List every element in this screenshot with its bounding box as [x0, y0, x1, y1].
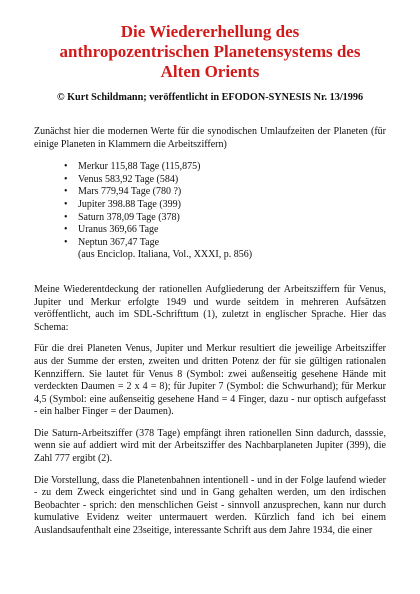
title-line-2: anthropozentrischen Planetensystems des — [59, 42, 361, 61]
planet-entry: Saturn 378,09 Tage (378) — [78, 211, 180, 223]
planet-entry: Neptun 367,47 Tage — [78, 236, 160, 248]
source-citation: (aus Enciclop. Italiana, Vol., XXXI, p. 856) — [78, 249, 253, 261]
author-byline: © Kurt Schildmann; veröffentlicht in EFODON-SYNESIS Nr. 13/1996 — [56, 92, 364, 103]
bullet-icon: • — [64, 198, 68, 210]
list-item — [64, 237, 386, 250]
body-paragraph: Für die drei Planeten Venus, Jupiter und Merkur resultiert die jeweilige Arbeitsziffer aus der Summe der ersten, zweiten und dritten Potenz der für sie gültigen rationalen Kennziffern. Sie lautet für Venus 8 (Symbol: zwei außenseitig gesehene Hände mit verdeckten Daumen = 2 x 4 = 8); für Jupiter 7 (Symbol: die Schwurhand); für Merkur 4,5 (Symbol: eine außenseitig gesehene Hand = 4 Finger, dazu - nur optisch aufgefasst - ein halber Finger = der Daumen). — [34, 343, 386, 418]
body-paragraph: Die Saturn-Arbeitsziffer (378 Tage) empfängt ihren rationellen Sinn dadurch, dasssie, wenn sie auf addiert wird mit der Arbeitsziffer des Nachbarplaneten Jupiter (399), die Zahl 777 ergibt (2). — [34, 427, 386, 465]
list-item — [64, 199, 386, 212]
intro-paragraph: Zunächst hier die modernen Werte für die synodischen Umlaufzeiten der Planeten (für einige Planeten in Klammern die Arbeitsziffern) — [34, 126, 386, 150]
title-line-3: Alten Orients — [160, 62, 260, 81]
planet-entry: Jupiter 398.88 Tage (399) — [78, 198, 181, 210]
list-item — [64, 186, 386, 199]
title-line-1: Die Wiedererhellung des — [120, 22, 300, 41]
bullet-icon: • — [64, 161, 68, 173]
bullet-icon: • — [64, 211, 68, 223]
bullet-icon: • — [64, 173, 68, 185]
list-item — [64, 212, 386, 225]
page-title — [34, 22, 386, 82]
body-paragraph: Die Vorstellung, dass die Planetenbahnen intentionell - und in der Folge laufend wieder - zu dem Zweck eingerichtet sind und in Gang gehalten werden, um den irdischen Beobachter - sprich: den menschlichen Geist - sinnvoll anzusprechen, kann nur durch kumulative Evidenz weiter untermauert werden. Kürzlich fand ich bei einem Auslandsaufenthalt eine 23seitige, interessante Schrift aus dem Jahre 1934, die einer — [34, 474, 386, 537]
bullet-icon: • — [64, 224, 68, 236]
list-item — [64, 174, 386, 187]
bullet-icon: • — [64, 236, 68, 248]
planet-list — [34, 161, 386, 249]
list-item — [64, 161, 386, 174]
bullet-icon: • — [64, 186, 68, 198]
body-paragraph: Meine Wiederentdeckung der rationellen Aufgliederung der Arbeitsziffern für Venus, Jupiter und Merkur erfolgte 1949 und wurde seitdem in mehreren Aufsätzen veröffentlicht, auch im SDL-Schrifttum (1), zuletzt in englischer Sprache. Hier das Schema: — [34, 283, 386, 333]
planet-entry: Uranus 369,66 Tage — [78, 224, 159, 236]
planet-entry: Merkur 115,88 Tage (115,875) — [78, 161, 201, 173]
planet-entry: Venus 583,92 Tage (584) — [78, 173, 179, 185]
list-item — [64, 224, 386, 237]
planet-entry: Mars 779,94 Tage (780 ?) — [78, 186, 182, 198]
